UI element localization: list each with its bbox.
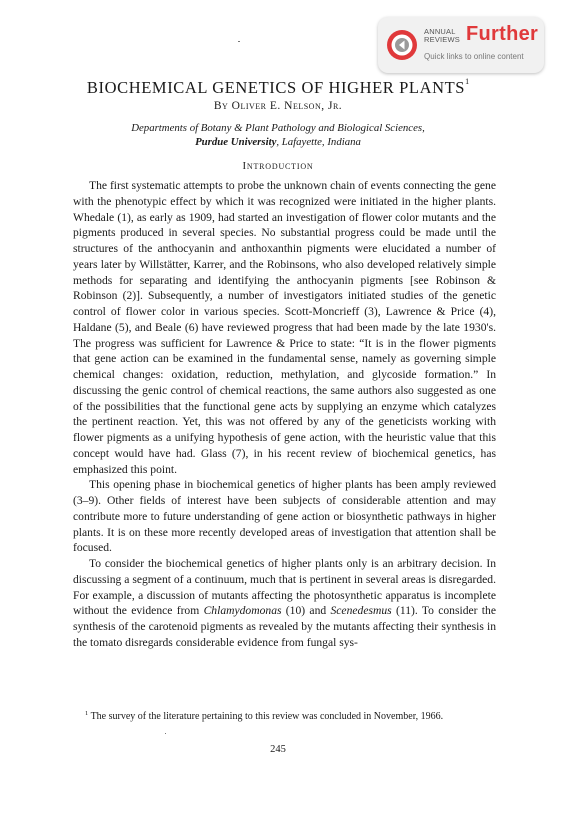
affiliation-location: , Lafayette, Indiana [276, 136, 361, 148]
footnote-mark: 1 [85, 710, 89, 717]
paragraph-1: The first systematic attempts to probe the unknown chain of events connecting the gene with the phenotypic effect by which it was recognized were initiated in the higher plants. Whedale (1), as early as 1909, had started an investigation of flower color mutants and the pigments produced in several species. No substantial progress could be made until the structures of the anthocyanin and anthoxanthin pigments were elucidated a number of years later by Willstätter, Karrer, and the Robinsons, who also developed relatively simple methods for separating and identifying the anthocyanin pigments [see Robinson & Robinson (2)]. Subsequently, a number of investigators initiated studies of the genetic control of flower color in various species. Scott-Moncrieff (3), Lawrence & Price (4), Haldane (5), and Beale (6) have reviewed progress that had been made by the late 1930's. The progress was sufficient for Lawrence & Price to state: “It is in the flower pigments that gene action can be examined in the fundamental sense, namely as governing simple chemical changes: oxidation, reduction, methylation, and glycoside formation.” In discussing the genic control of chemical reactions, the same authors also suggested as one of the possibilities that the functional gene acts by supplying an enzyme which catalyzes the pertinent reaction. Yet, this was not offered by any of the geneticists working with flower pigments as a unifying hypothesis of gene action, with the heuristic value that this concept would have had. Glass (7), in his recent review of biochemical genetics, has emphasized this point. [73, 179, 496, 476]
annual-reviews-logo-icon [386, 29, 418, 61]
paragraph-2: This opening phase in biochemical genetics of higher plants has been amply reviewed (3–9). Other fields of interest have been subjects of considerable attention and may contribute more to future understanding of gene action or biosynthetic pathways in higher plants. It is on these more recently developed areas of investigation that attention shall be focused. [73, 478, 496, 555]
paragraph-3-text-c: (11). To consider the synthesis of the carotenoid pigments as revealed by the mutants affecting their synthesis in the tomato disregards considerable evidence from fungal sys- [73, 604, 496, 649]
affiliation-university: Purdue University [195, 136, 277, 148]
genus-scenedesmus: Scenedesmus [330, 604, 392, 618]
scan-speck [238, 41, 240, 42]
badge-subtitle[interactable]: Quick links to online content [424, 52, 524, 61]
article-body [73, 178, 496, 651]
section-heading: Introduction [242, 160, 314, 172]
brand-line-annual: ANNUAL [424, 27, 456, 36]
further-badge[interactable] [378, 17, 544, 73]
article-title-text: BIOCHEMICAL GENETICS OF HIGHER PLANTS [86, 78, 466, 97]
author-byline: By Oliver E. Nelson, Jr. [213, 100, 343, 112]
footnote [73, 707, 496, 724]
page-number: 245 [270, 744, 286, 755]
affiliation [60, 121, 496, 149]
title-footnote-mark: 1 [465, 77, 470, 86]
badge-further-label[interactable]: Further [466, 23, 539, 45]
paragraph-3-text-a: To consider the biochemical genetics of higher plants only is an arbitrary decision. In discussing a segment of a continuum, much that is pertinent in several areas is disregarded. For example, a discussion of mutants affecting the photosynthetic apparatus is incomplete without the evidence from [73, 557, 496, 618]
affiliation-line-2 [60, 135, 496, 149]
scan-speck [165, 733, 166, 734]
paragraph-3 [73, 556, 496, 651]
article-title [60, 77, 496, 98]
paragraph-3-text-b: (10) and [281, 604, 331, 618]
footnote-text: The survey of the literature pertaining to this review was concluded in November, 1966. [88, 711, 444, 722]
affiliation-line-1: Departments of Botany & Plant Pathology and Biological Sciences, [131, 122, 425, 134]
brand-line-reviews: REVIEWS [424, 35, 460, 44]
genus-chlamydomonas: Chlamydomonas [203, 604, 282, 618]
badge-brand [424, 28, 464, 44]
